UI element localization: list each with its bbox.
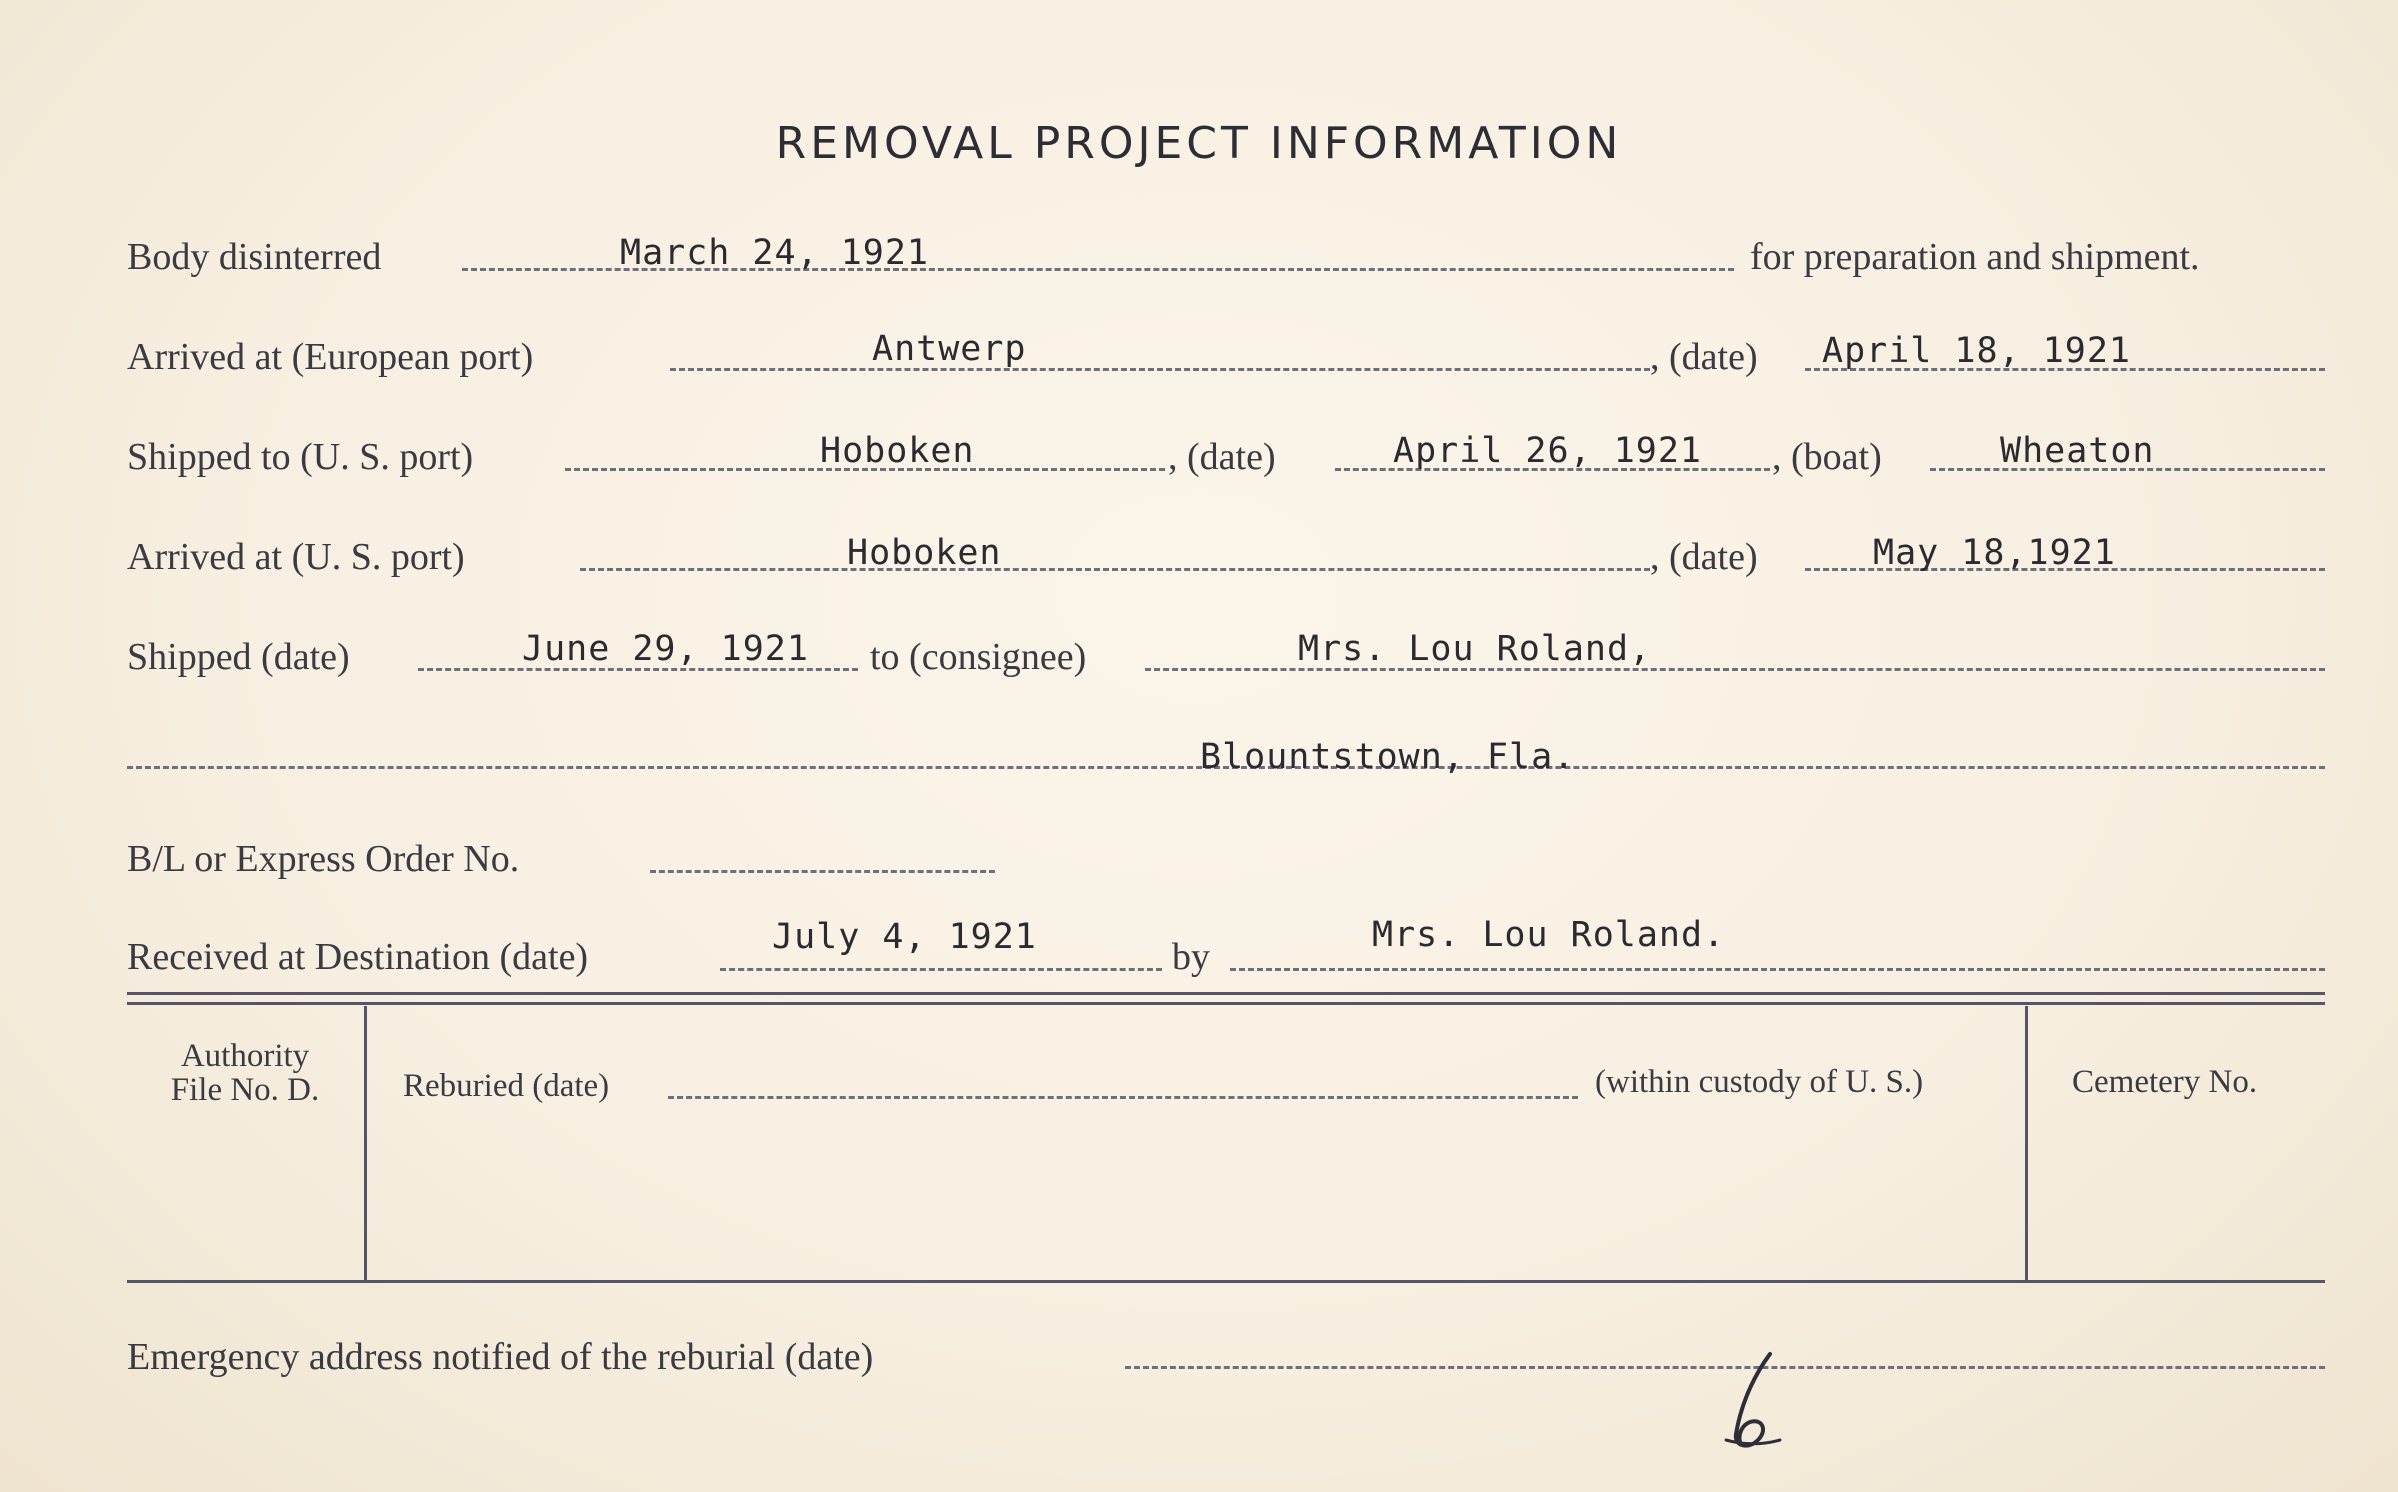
cemetery-no-label: Cemetery No.: [2072, 1064, 2258, 1100]
european-port-line: [670, 368, 1650, 371]
received-by-label: by: [1172, 936, 1210, 978]
us-port-date-label: , (date): [1650, 536, 1758, 578]
received-label: Received at Destination (date): [127, 936, 589, 978]
boat-label: , (boat): [1772, 436, 1882, 478]
authority-label: Authority: [180, 1038, 310, 1074]
box-bottom-rule: [127, 1280, 2325, 1283]
body-disinterred-suffix: for preparation and shipment.: [1750, 236, 2200, 278]
consignee-value: Mrs. Lou Roland,: [1298, 629, 1652, 669]
shipped-to-date-label: , (date): [1168, 436, 1276, 478]
received-date-line: [720, 968, 1162, 971]
boat-value: Wheaton: [2000, 431, 2155, 471]
file-no-label: File No. D.: [170, 1072, 320, 1108]
body-disinterred-label: Body disinterred: [127, 236, 382, 278]
reburied-label: Reburied (date): [403, 1068, 610, 1104]
consignee-label: to (consignee): [870, 636, 1087, 678]
box-top-rule-1: [127, 992, 2325, 995]
european-port-date-value: April 18, 1921: [1822, 331, 2132, 371]
custody-label: (within custody of U. S.): [1595, 1064, 1924, 1100]
european-port-label: Arrived at (European port): [127, 336, 534, 378]
bl-order-line: [650, 870, 995, 873]
shipped-date-value: June 29, 1921: [522, 629, 809, 669]
shipped-date-label: Shipped (date): [127, 636, 350, 678]
received-date-value: July 4, 1921: [772, 917, 1037, 957]
us-port-date-value: May 18,1921: [1873, 533, 2116, 573]
handwritten-initial-mark: [1718, 1348, 1788, 1458]
shipped-to-date-value: April 26, 1921: [1393, 431, 1703, 471]
reburied-line: [668, 1096, 1578, 1099]
us-port-value: Hoboken: [847, 533, 1002, 573]
us-port-label: Arrived at (U. S. port): [127, 536, 465, 578]
us-port-line: [580, 568, 1650, 571]
emergency-label: Emergency address notified of the reburial (date): [127, 1336, 874, 1378]
box-divider-left: [364, 1006, 367, 1280]
box-divider-right: [2025, 1006, 2028, 1280]
european-port-value: Antwerp: [872, 329, 1027, 369]
received-by-line: [1230, 968, 2325, 971]
received-by-value: Mrs. Lou Roland.: [1372, 915, 1726, 955]
bl-order-label: B/L or Express Order No.: [127, 838, 520, 880]
body-disinterred-value: March 24, 1921: [620, 233, 930, 273]
box-top-rule-2: [127, 1002, 2325, 1005]
shipped-to-label: Shipped to (U. S. port): [127, 436, 474, 478]
european-port-date-label: , (date): [1650, 336, 1758, 378]
shipped-to-value: Hoboken: [820, 431, 975, 471]
card-title: REMOVAL PROJECT INFORMATION: [775, 118, 1623, 169]
consignee-address-value: Blountstown, Fla.: [1200, 737, 1576, 777]
